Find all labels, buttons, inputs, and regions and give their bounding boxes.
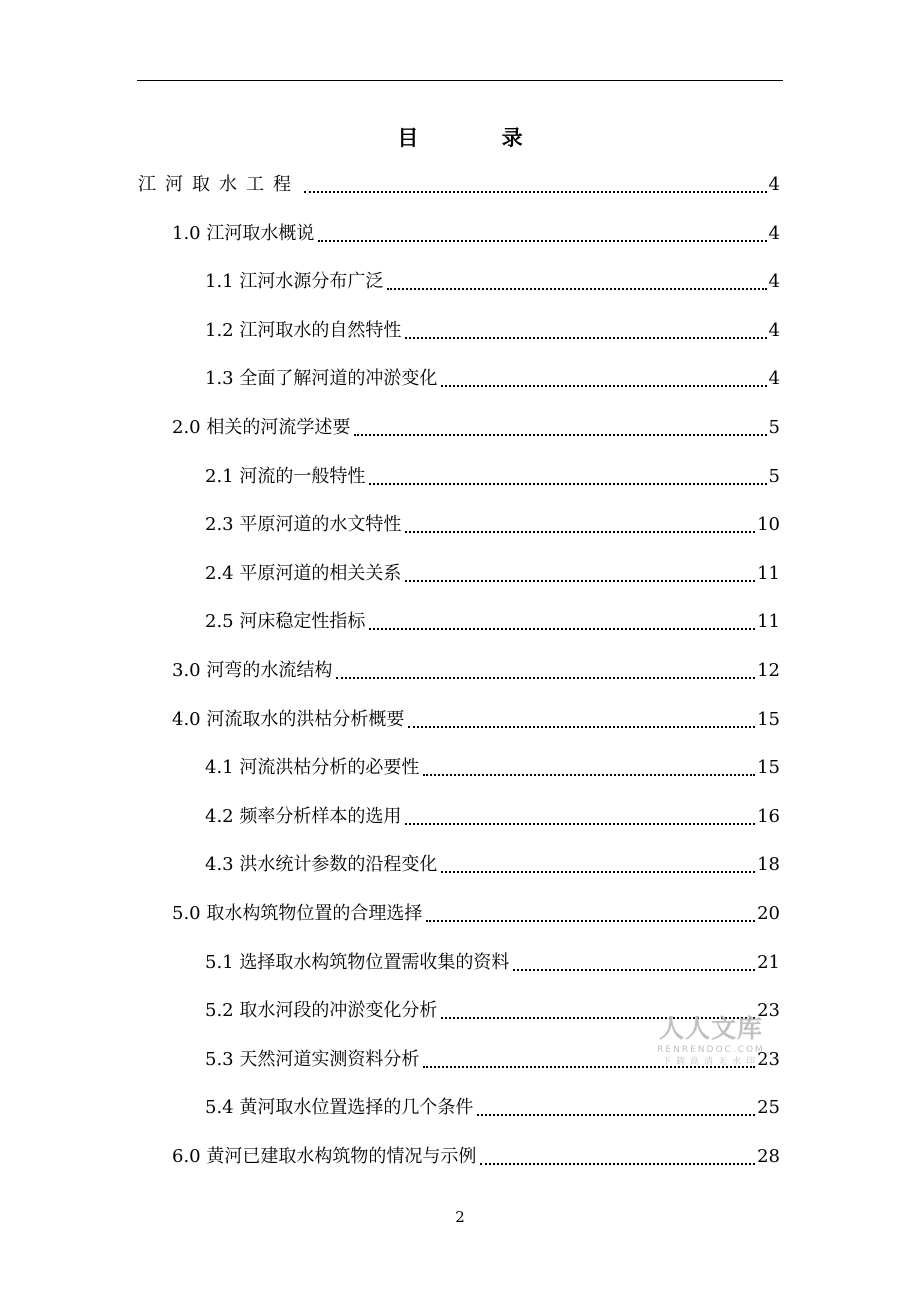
toc-entry[interactable]	[205, 609, 780, 635]
toc-entry-label: 5.1 选择取水构筑物位置需收集的资料	[205, 951, 510, 973]
toc-title: 目 录	[397, 125, 561, 150]
toc-entry-page: 5	[768, 417, 780, 438]
toc-entry-page: 4	[768, 222, 780, 244]
toc-entry-label: 4.2 频率分析样本的选用	[205, 805, 402, 827]
toc-entry-label: 2.0 相关的河流学述要	[172, 417, 351, 438]
toc-leader-dots	[405, 337, 766, 339]
toc-leader-dots	[513, 969, 755, 971]
toc-entry-label: 5.3 天然河道实测资料分析	[205, 1048, 420, 1070]
watermark-sub: RENRENDOC.COM	[657, 1045, 765, 1055]
toc-leader-dots	[423, 774, 755, 776]
toc-entry-page: 23	[757, 1048, 780, 1070]
toc-entry-label: 5.0 取水构筑物位置的合理选择	[172, 903, 423, 924]
toc-entry-page: 23	[757, 1000, 780, 1022]
toc-entry-label: 2.5 河床稳定性指标	[205, 611, 366, 633]
toc-leader-dots	[405, 823, 755, 825]
toc-entry-label: 1.2 江河取水的自然特性	[205, 319, 402, 341]
toc-entry[interactable]	[138, 172, 780, 198]
toc-entry-label: 1.3 全面了解河道的冲淤变化	[205, 368, 438, 390]
toc-entry[interactable]	[172, 415, 780, 441]
toc-entry-label: 2.1 河流的一般特性	[205, 465, 366, 487]
toc-leader-dots	[369, 483, 766, 485]
toc-entry[interactable]	[205, 318, 780, 344]
toc-entry[interactable]	[205, 804, 780, 830]
toc-entry-page: 4	[768, 271, 780, 293]
toc-leader-dots	[480, 1163, 755, 1165]
toc-leader-dots	[369, 628, 755, 630]
watermark-slogan: 下载高清无水印	[661, 1057, 760, 1067]
toc-entry[interactable]	[172, 707, 780, 733]
watermark-main: 人人文库	[658, 1014, 763, 1043]
toc-leader-dots	[426, 920, 755, 922]
toc-entry-page: 15	[757, 757, 780, 779]
toc-entry-label: 江河取水工程	[138, 174, 300, 195]
toc-entry-page: 5	[768, 465, 780, 487]
toc-entry-label: 1.1 江河水源分布广泛	[205, 271, 384, 293]
toc-leader-dots	[354, 434, 766, 436]
toc-entry-page: 12	[757, 660, 780, 681]
toc-entry[interactable]	[205, 852, 780, 878]
toc-entry-label: 4.3 洪水统计参数的沿程变化	[205, 854, 438, 876]
toc-entry-page: 25	[757, 1097, 780, 1119]
toc-entry[interactable]	[205, 1095, 780, 1121]
toc-entry-page: 18	[757, 854, 780, 876]
toc-leader-dots	[441, 871, 755, 873]
toc-entry[interactable]	[205, 998, 780, 1024]
toc-entry-label: 4.0 河流取水的洪枯分析概要	[172, 708, 405, 730]
toc-entry[interactable]	[205, 561, 780, 587]
toc-entry-page: 10	[757, 514, 780, 536]
toc-leader-dots	[441, 385, 766, 387]
toc-leader-dots	[387, 288, 766, 290]
toc-entry-page: 16	[757, 805, 780, 827]
toc-entry[interactable]	[172, 221, 780, 247]
toc-entry-page: 28	[757, 1146, 780, 1167]
toc-leader-dots	[405, 580, 755, 582]
toc-entry-label: 5.2 取水河段的冲淤变化分析	[205, 1000, 438, 1022]
toc-entry-label: 2.4 平原河道的相关关系	[205, 562, 402, 584]
toc-entry[interactable]	[205, 366, 780, 392]
toc-entry-label: 2.3 平原河道的水文特性	[205, 514, 402, 536]
page-number: 2	[455, 1208, 465, 1226]
toc-entry-page: 21	[757, 951, 780, 973]
toc-entry[interactable]	[205, 755, 780, 781]
toc-entry[interactable]	[172, 658, 780, 684]
toc-leader-dots	[304, 191, 767, 193]
toc-entry-label: 6.0 黄河已建取水构筑物的情况与示例	[172, 1146, 477, 1167]
toc-leader-dots	[405, 531, 755, 533]
toc-entry-page: 4	[768, 174, 780, 195]
toc-entry-label: 1.0 江河取水概说	[172, 222, 315, 244]
toc-entry[interactable]	[205, 1047, 780, 1073]
toc-entry[interactable]	[205, 269, 780, 295]
toc-entry-page: 15	[757, 708, 780, 730]
toc-leader-dots	[477, 1114, 755, 1116]
toc-entry-label: 5.4 黄河取水位置选择的几个条件	[205, 1097, 474, 1119]
toc-entry-page: 4	[768, 368, 780, 390]
toc-entry-page: 11	[757, 611, 780, 633]
toc-entry[interactable]	[172, 901, 780, 927]
toc-leader-dots	[336, 677, 755, 679]
toc-entry-page: 11	[757, 562, 780, 584]
toc-entry-label: 4.1 河流洪枯分析的必要性	[205, 757, 420, 779]
toc-entry[interactable]	[205, 512, 780, 538]
toc-leader-dots	[441, 1017, 755, 1019]
toc-entry-page: 20	[757, 903, 780, 924]
toc-entry-label: 3.0 河弯的水流结构	[172, 660, 333, 681]
toc-leader-dots	[408, 726, 755, 728]
toc-entry[interactable]	[205, 950, 780, 976]
toc-leader-dots	[423, 1066, 755, 1068]
toc-leader-dots	[318, 240, 766, 242]
toc-entry[interactable]	[205, 464, 780, 490]
toc-entry-page: 4	[768, 319, 780, 341]
toc-entry[interactable]	[172, 1144, 780, 1170]
